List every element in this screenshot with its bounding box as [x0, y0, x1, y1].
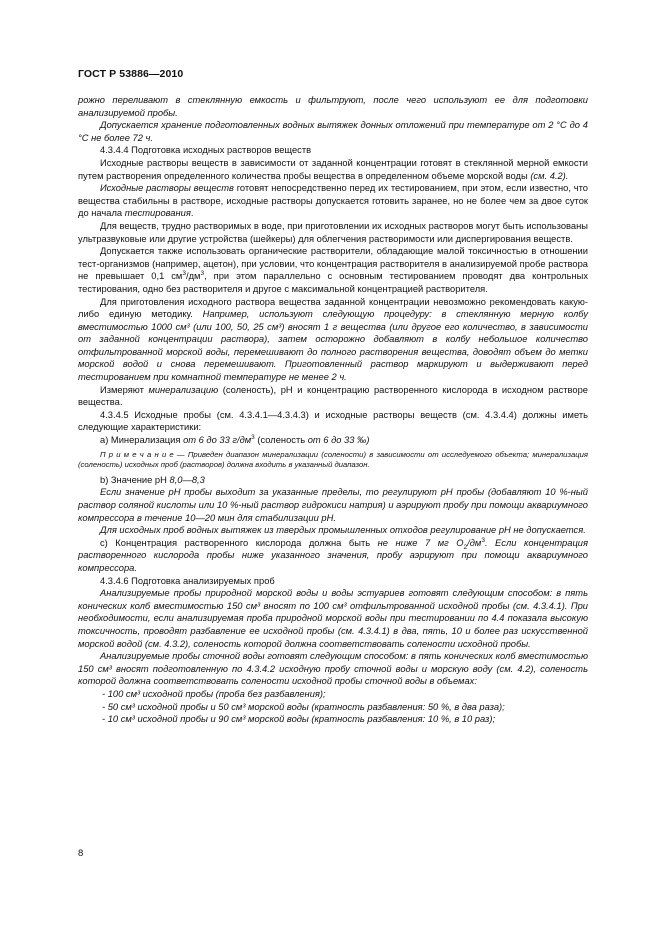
text: Для приготовления исходного раствора вещества заданной концентрации невозможно рекомендовать какую-либо единую методику. — [78, 296, 588, 320]
page-number: 8 — [78, 848, 84, 859]
section-4-3-4-5: 4.3.4.5 Исходные пробы (см. 4.3.4.1—4.3.4.3) и исходные растворы веществ (см. 4.3.4.4) должны иметь следующие характеристики: — [78, 409, 588, 433]
text-italic: Исходные растворы веществ — [100, 183, 234, 194]
list-item: - 100 см³ исходной пробы (проба без разбавления); — [102, 688, 326, 699]
paragraph — [78, 650, 588, 688]
note — [78, 450, 588, 471]
text-italic: Для исходных проб водных вытяжек из твердых промышленных отходов регулирование рН не допускается. — [100, 525, 586, 536]
item-a-mineralization — [78, 434, 588, 447]
standard-header: ГОСТ Р 53886—2010 — [78, 68, 184, 80]
superscript: 3 — [182, 270, 186, 278]
text-italic: Анализируемые пробы природной морской воды и воды эстуариев готовят следующим способом: в пять конических колб вместимостью 150 см³ вносят по 100 см³ отфильтрованной исходной пробы (см. 4.3.4.1). При необходимости, если анализируемая проба природной морской воды при тестировании по 4.4 показала высокую токсичность, проводят разбавление ее исходной пробы (см. 4.3.4.1) в два, пять, 10 и более раз искусственной морской водой (см. 4.3.2), соленость которой должна соответствовать солености исходной пробы. — [78, 588, 588, 649]
text: а) Минерализация — [100, 435, 181, 446]
text-italic: Анализируемые пробы сточной воды готовят следующим способом: в пять конических колб вместимостью 150 см³ вносят подготовленную по 4.3.4.2 исходную пробу сточной воды и морскую воду (см. 4.2), соленость которой должна соответствовать солености исходной пробы сточной воды в объемах: — [78, 651, 588, 687]
item-c-oxygen — [78, 537, 588, 575]
text: /дм — [185, 271, 201, 282]
paragraph — [78, 157, 588, 182]
text-italic: рожно переливают в стеклянную емкость и фильтруют, после чего используют ее для подготовки анализируемой пробы. — [78, 95, 588, 118]
paragraph — [78, 182, 588, 220]
text: (соленость), рН и концентрацию растворенного кислорода в исходном растворе вещества. — [78, 384, 588, 408]
paragraph — [78, 384, 588, 409]
superscript: 3 — [481, 536, 485, 544]
text: Исходные растворы веществ в зависимости от заданной концентрации готовят в стеклянной мерной емкости путем растворения определенного количества пробы вещества в определенном объеме морской воды — [78, 157, 588, 181]
text-italic: . Если концентрация растворенного кислорода пробы ниже указанного значения, пробу аэрируют при помощи аквариумного компрессора. — [78, 537, 588, 573]
superscript: 3 — [200, 270, 205, 278]
text-italic: 8,0—8,3 — [169, 474, 205, 485]
text: Допускается также использовать органические растворители, обладающие малой токсичностью в отношении тест-организмов (например, ацетон), при условии, что концентрация растворителя в анализируемой пробе раствора не превышает 0,1 см — [78, 246, 588, 282]
superscript: 3 — [251, 433, 255, 441]
text: , при этом параллельно с основным тестированием проводят два контрольных тестирования, одно без растворителя и другое с максимальной концентрацией растворителя. — [78, 271, 588, 294]
list-item: - 10 см³ исходной пробы и 90 см³ морской воды (кратность разбавления: 10 %, в 10 раз); — [102, 714, 496, 725]
text-italic: от 6 до 33 г/дм — [183, 435, 252, 446]
text-italic: минерализацию — [148, 384, 219, 395]
paragraph — [78, 587, 588, 650]
text-italic: не ниже 7 мг O — [377, 537, 464, 548]
paragraph — [78, 296, 588, 384]
list-item: - 50 см³ исходной пробы и 50 см³ морской воды (кратность разбавления: 50 %, в два раза); — [102, 701, 505, 712]
paragraph — [78, 119, 588, 144]
punctuation: . — [190, 208, 194, 219]
paragraph — [78, 245, 588, 295]
text: готовят непосредственно перед их тестированием, при этом, если известно, что вещества стабильны в растворе, исходные растворы допускается готовить заранее, но не более чем за двое суток до начала — [78, 183, 588, 219]
text: Измеряют — [100, 384, 144, 395]
text: Для веществ, трудно растворимых в воде, при приготовлении их исходных растворов могут быть использованы ультразвуковые или другие устройства (шейкеры) для облегчения растворимости или диспергирования веществ. — [78, 220, 588, 244]
text-italic: П р и м е ч а н и е — Приведен диапазон минерализации (солености) в зависимости от исследуемого объекта; минерализация (соленость) исходных проб (растворов) должна входить в указанный диапазон. — [78, 449, 588, 470]
text-italic: тестирования — [124, 208, 191, 219]
section-heading-4-3-4-6: 4.3.4.6 Подготовка анализируемых проб — [100, 575, 275, 586]
text-italic: /дм — [467, 537, 482, 548]
paragraph — [78, 524, 588, 537]
paragraph — [78, 486, 588, 524]
paragraph — [78, 220, 588, 245]
text-italic: Если значение рН пробы выходит за указанные пределы, то регулируют рН пробы (добавляют 10 %-ный раствор соляной кислоты или 10 %-ный раствор гидрокиси натрия) и аэрируют пробу при помощи аквариумного компрессора в течение 10—20 мин для стабилизации рН. — [78, 487, 588, 523]
text: (соленость — [257, 435, 306, 446]
text: с) Концентрация растворенного кислорода должна быть — [100, 537, 371, 548]
item-b-ph — [78, 474, 588, 487]
section-heading-4-3-4-4: 4.3.4.4 Подготовка исходных растворов веществ — [100, 145, 312, 156]
text-italic: (см. 4.2). — [530, 170, 569, 181]
text: b) Значение рН — [100, 474, 167, 485]
text-italic: Например, используют следующую процедуру: в стеклянную мерную колбу вместимостью 1000 см³ (или 100, 50, 25 см³) вносят 1 г вещества (или другое его количество, в зависимости от заданной концентрации раствора), затем осторожно добавляют в колбу небольшое количество отфильтрованной морской воды, перемешивают до полного растворения вещества, доводят объем до метки морской водой и снова перемешивают. Приготовленный раствор маркируют и выдерживают перед тестированием при комнатной температуре не менее 2 ч. — [78, 309, 588, 383]
text-italic: от 6 до 33 ‰) — [307, 435, 370, 446]
text-italic: Допускается хранение подготовленных водных вытяжек донных отложений при температуре от 2 °С до 4 °С не более 72 ч. — [78, 120, 588, 143]
document-body — [78, 94, 588, 726]
paragraph — [78, 94, 588, 119]
subscript: 2 — [463, 543, 468, 551]
